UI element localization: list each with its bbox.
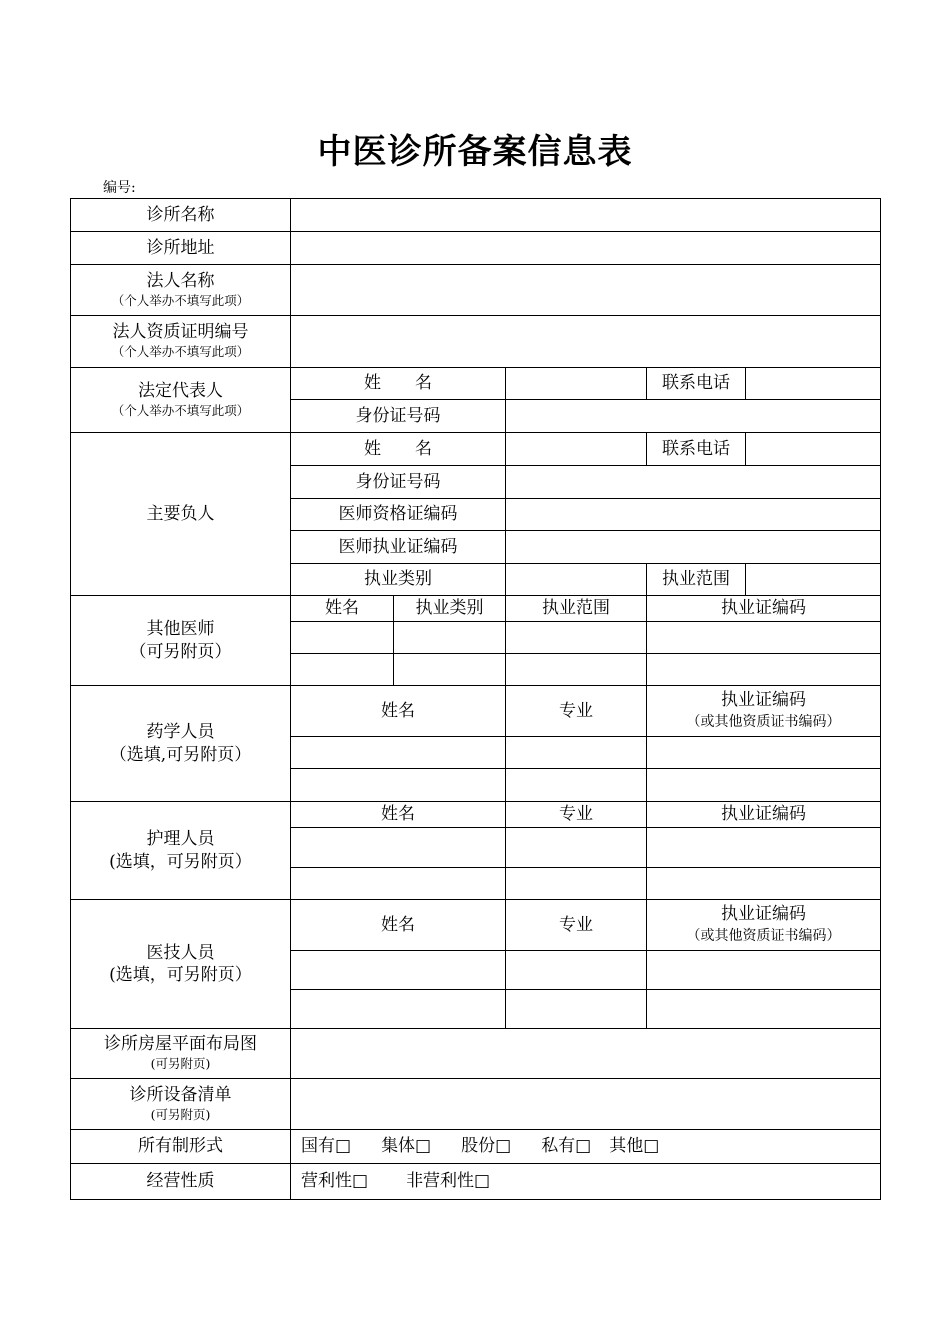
table-cell[interactable] xyxy=(291,622,394,654)
technicians-header-note: （或其他资质证书编码） xyxy=(686,927,841,944)
principal-qualification-field[interactable] xyxy=(506,499,881,531)
principal-phone-field[interactable] xyxy=(746,433,881,466)
table-cell[interactable] xyxy=(291,769,506,802)
principal-name-label: 姓 名 xyxy=(291,433,506,466)
table-cell[interactable] xyxy=(647,951,881,990)
technicians-header-license: 执业证编码 xyxy=(721,904,807,925)
nurses-header-major: 专业 xyxy=(506,802,647,828)
business-option-profit[interactable]: 营利性□ xyxy=(301,1171,369,1192)
other-doctors-note: （可另附页） xyxy=(129,641,232,662)
table-cell[interactable] xyxy=(506,654,647,686)
principal-category-field[interactable] xyxy=(506,564,647,596)
form-title: 中医诊所备案信息表 xyxy=(317,132,633,172)
pharmacists-header-name: 姓名 xyxy=(291,686,506,737)
floor-plan-note: (可另附页) xyxy=(150,1056,211,1072)
table-cell[interactable] xyxy=(647,828,881,868)
clinic-address-field[interactable] xyxy=(291,232,881,265)
legal-rep-cell xyxy=(71,368,291,433)
table-cell[interactable] xyxy=(291,951,506,990)
technicians-cell xyxy=(71,900,291,1029)
floor-plan-label: 诊所房屋平面布局图 xyxy=(104,1034,257,1055)
nurses-header-name: 姓名 xyxy=(291,802,506,828)
table-cell[interactable] xyxy=(506,951,647,990)
nurses-label: 护理人员 xyxy=(146,829,215,850)
clinic-name-field[interactable] xyxy=(291,199,881,232)
other-doctors-header-name: 姓名 xyxy=(291,596,394,622)
principal-license-label: 医师执业证编码 xyxy=(291,531,506,564)
principal-scope-label: 执业范围 xyxy=(647,564,746,596)
legal-rep-id-field[interactable] xyxy=(506,400,881,433)
nurses-header-license: 执业证编码 xyxy=(647,802,881,828)
pharmacists-header-major: 专业 xyxy=(506,686,647,737)
legal-cert-label: 法人资质证明编号 xyxy=(112,322,249,343)
floor-plan-cell xyxy=(71,1029,291,1079)
equipment-field[interactable] xyxy=(291,1079,881,1130)
table-cell[interactable] xyxy=(506,769,647,802)
legal-rep-note: （个人举办不填写此项） xyxy=(111,402,250,418)
principal-category-label: 执业类别 xyxy=(291,564,506,596)
technicians-header-major: 专业 xyxy=(506,900,647,951)
table-cell[interactable] xyxy=(647,737,881,769)
principal-id-field[interactable] xyxy=(506,466,881,499)
ownership-option-state[interactable]: 国有□ xyxy=(301,1136,352,1157)
legal-rep-label: 法定代表人 xyxy=(138,380,223,401)
ownership-options xyxy=(291,1130,881,1164)
table-cell[interactable] xyxy=(647,990,881,1029)
nurses-cell xyxy=(71,802,291,900)
table-cell[interactable] xyxy=(291,828,506,868)
table-cell[interactable] xyxy=(647,769,881,802)
technicians-header-license-cell xyxy=(647,900,881,951)
business-option-nonprofit[interactable]: 非营利性□ xyxy=(406,1171,491,1192)
technicians-label: 医技人员 xyxy=(146,942,215,963)
clinic-name-label: 诊所名称 xyxy=(71,199,291,232)
nurses-note: (选填，可另附页） xyxy=(109,851,252,872)
other-doctors-header-license: 执业证编码 xyxy=(647,596,881,622)
legal-entity-label: 法人名称 xyxy=(146,270,215,291)
principal-phone-label: 联系电话 xyxy=(647,433,746,466)
table-cell[interactable] xyxy=(647,622,881,654)
technicians-header-name: 姓名 xyxy=(291,900,506,951)
table-cell[interactable] xyxy=(506,622,647,654)
legal-rep-name-field[interactable] xyxy=(506,368,647,400)
legal-rep-phone-field[interactable] xyxy=(746,368,881,400)
principal-qualification-label: 医师资格证编码 xyxy=(291,499,506,531)
other-doctors-label: 其他医师 xyxy=(146,619,215,640)
legal-cert-field[interactable] xyxy=(291,316,881,368)
legal-rep-name-label: 姓 名 xyxy=(291,368,506,400)
legal-cert-note: （个人举办不填写此项） xyxy=(111,344,250,360)
ownership-option-shareholding[interactable]: 股份□ xyxy=(461,1136,512,1157)
business-options xyxy=(291,1164,881,1200)
equipment-note: (可另附页) xyxy=(150,1106,211,1122)
ownership-option-collective[interactable]: 集体□ xyxy=(381,1136,432,1157)
table-cell[interactable] xyxy=(647,654,881,686)
table-cell[interactable] xyxy=(647,868,881,900)
table-cell[interactable] xyxy=(291,868,506,900)
legal-entity-cell xyxy=(71,265,291,316)
legal-rep-phone-label: 联系电话 xyxy=(647,368,746,400)
floor-plan-field[interactable] xyxy=(291,1029,881,1079)
table-cell[interactable] xyxy=(394,654,506,686)
legal-cert-cell xyxy=(71,316,291,368)
pharmacists-note: （选填,可另附页） xyxy=(109,744,252,765)
technicians-note: (选填，可另附页） xyxy=(109,965,252,985)
legal-rep-id-label: 身份证号码 xyxy=(291,400,506,433)
other-doctors-header-category: 执业类别 xyxy=(394,596,506,622)
pharmacists-header-license: 执业证编码 xyxy=(721,690,807,711)
pharmacists-header-note: （或其他资质证书编码） xyxy=(686,713,841,730)
table-cell[interactable] xyxy=(506,990,647,1029)
table-cell[interactable] xyxy=(291,737,506,769)
equipment-label: 诊所设备清单 xyxy=(129,1084,232,1105)
other-doctors-header-scope: 执业范围 xyxy=(506,596,647,622)
pharmacists-header-license-cell xyxy=(647,686,881,737)
pharmacists-cell xyxy=(71,686,291,802)
principal-name-field[interactable] xyxy=(506,433,647,466)
legal-entity-field[interactable] xyxy=(291,265,881,316)
table-cell[interactable] xyxy=(506,868,647,900)
table-cell[interactable] xyxy=(291,990,506,1029)
equipment-cell xyxy=(71,1079,291,1130)
business-label: 经营性质 xyxy=(71,1164,291,1200)
registration-form-table xyxy=(70,198,881,1200)
principal-scope-field[interactable] xyxy=(746,564,881,596)
other-doctors-cell xyxy=(71,596,291,686)
clinic-address-label: 诊所地址 xyxy=(71,232,291,265)
table-cell[interactable] xyxy=(506,737,647,769)
table-cell[interactable] xyxy=(394,622,506,654)
principal-license-field[interactable] xyxy=(506,531,881,564)
ownership-option-private[interactable]: 私有□ xyxy=(541,1136,592,1157)
principal-id-label: 身份证号码 xyxy=(291,466,506,499)
ownership-label: 所有制形式 xyxy=(71,1130,291,1164)
table-cell[interactable] xyxy=(291,654,394,686)
ownership-option-other[interactable]: 其他□ xyxy=(609,1136,660,1157)
pharmacists-label: 药学人员 xyxy=(146,722,215,743)
principal-label: 主要负人 xyxy=(71,433,291,596)
serial-number-label: 编号: xyxy=(103,180,136,196)
legal-entity-note: （个人举办不填写此项） xyxy=(111,292,250,308)
table-cell[interactable] xyxy=(506,828,647,868)
